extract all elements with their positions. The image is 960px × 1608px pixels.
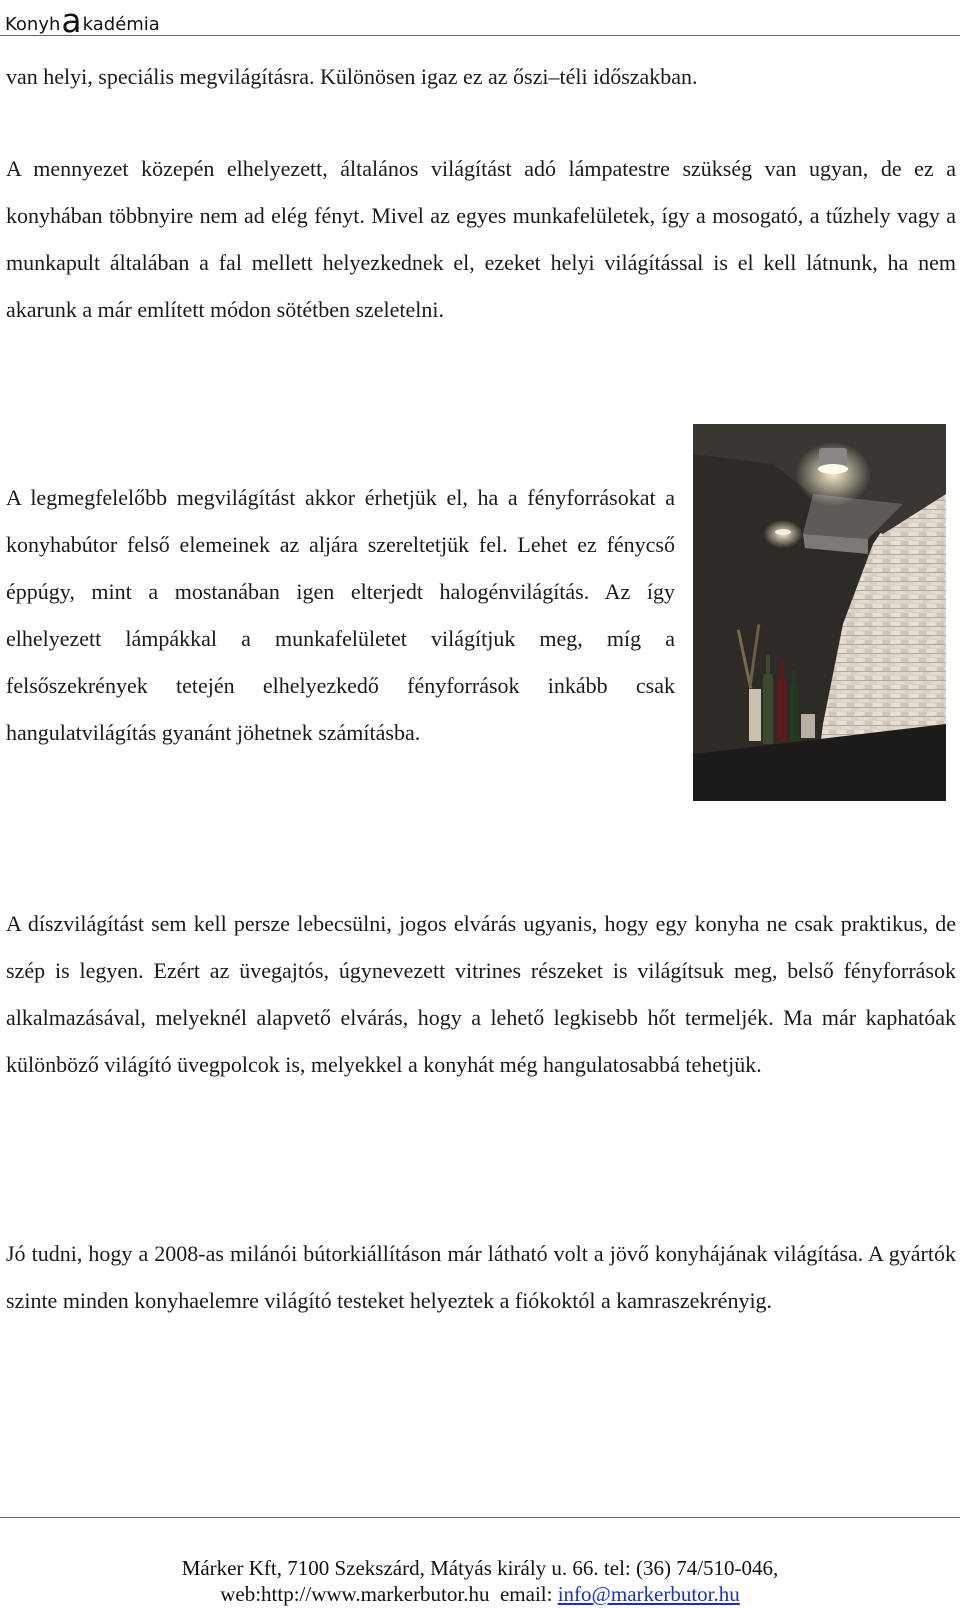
logo-text-end: kadémia — [82, 14, 160, 35]
paragraph-milan-exhibition: Jó tudni, hogy a 2008-as milánói bútorkiállításon már látható volt a jövő konyhájának világítása. A gyártók szinte minden konyhaelemre világító testeket helyeztek a fiókoktól a kamraszekrényig. — [6, 1241, 956, 1313]
paragraph-general-lighting: A mennyezet közepén elhelyezett, általános világítást adó lámpatestre szükség van ugyan, de ez a konyhában többnyire nem ad elég fényt. Mivel az egyes munkafelületek, így a mosogató, a tűzhely vagy a munkapult általában a fal mellett helyezkednek el, ezeket helyi világítással is el kell látnunk, ha nem akarunk a már említett módon sötétben szeletelni. — [6, 156, 956, 322]
footer-address: Márker Kft, 7100 Szekszárd, Mátyás király u. 66. tel: (36) 74/510-046, — [181, 1556, 779, 1580]
footer-website: web:http://www.markerbutor.hu — [220, 1582, 490, 1606]
footer-email-label: email: — [499, 1582, 553, 1606]
paragraph-intro-continued: van helyi, speciális megvilágításra. Különösen igaz ez az őszi–téli időszakban. — [6, 64, 698, 89]
brand-logo — [5, 0, 160, 40]
paragraph-under-cabinet-lighting: A legmegfelelőbb megvilágítást akkor érhetjük el, ha a fényforrásokat a konyhabútor felső elemeinek az aljára szereltetjük fel. Lehet ez fénycső éppúgy, mint a mostanában igen elterjedt halogénvilágítás. Az így elhelyezett lámpákkal a munkafelületet világítjuk meg, míg a felsőszekrények tetején elhelyezkedő fényforrások inkább csak hangulatvilágítás gyanánt jöhetnek számításba. — [6, 485, 675, 745]
footer-contact — [0, 1581, 960, 1607]
logo-big-letter: a — [61, 0, 82, 40]
paragraph-decorative-lighting: A díszvilágítást sem kell persze lebecsülni, jogos elvárás ugyanis, hogy egy konyha ne csak praktikus, de szép is legyen. Ezért az üvegajtós, úgynevezett vitrines részeket is világítsuk meg, belső fényforrások alkalmazásával, melyeknél alapvető elvárás, hogy a lehető legkisebb hőt termeljék. Ma már kaphatóak különböző világító üvegpolcok is, melyekkel a konyhát még hangulatosabbá tehetjük. — [6, 911, 956, 1077]
footer-divider — [0, 1517, 960, 1518]
header-divider — [0, 35, 960, 36]
footer-email-link[interactable]: info@markerbutor.hu — [557, 1582, 740, 1606]
kitchen-lighting-photo — [693, 424, 946, 801]
logo-text-start: Konyh — [5, 14, 61, 35]
